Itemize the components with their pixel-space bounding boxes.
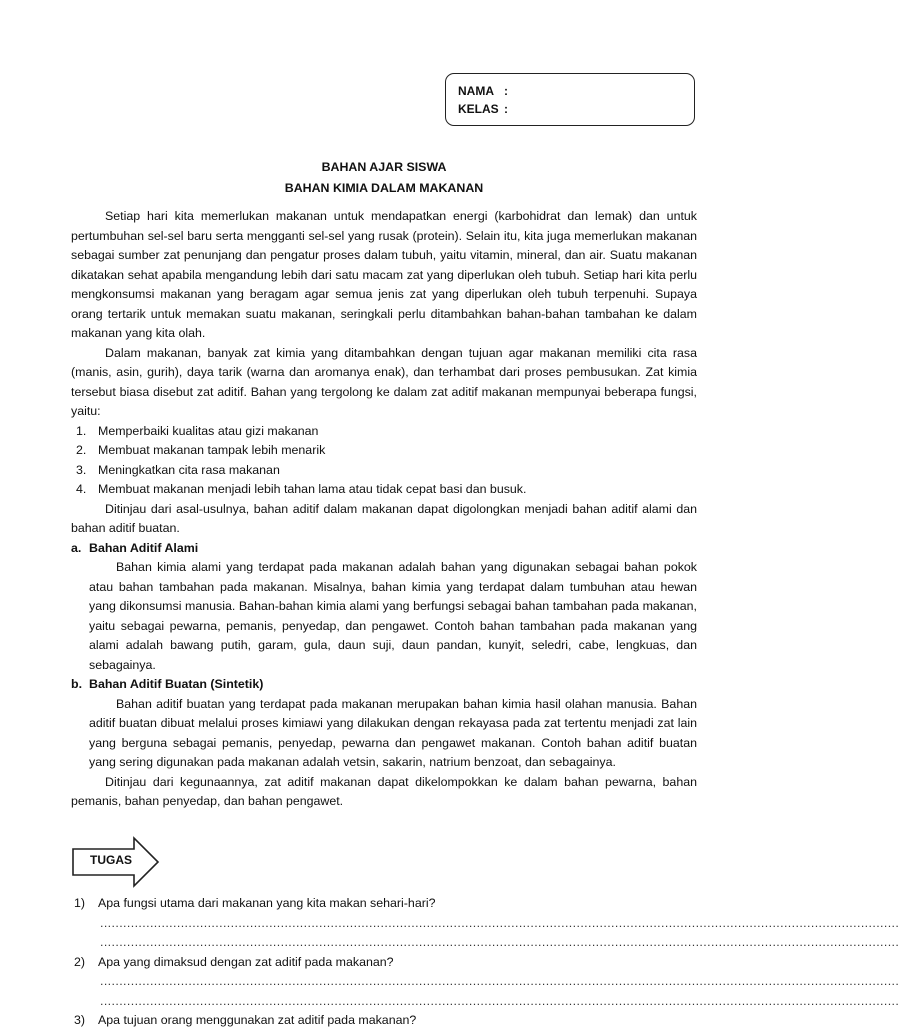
section-a-text: Bahan kimia alami yang terdapat pada makanan adalah bahan yang digunakan sebagai bahan pokok atau bahan tambahan pada makanan. Misalnya, bahan kimia yang terdapat dalam tumbuhan atau hewan yang dikonsumsi manusia. Bahan-bahan kimia alami yang berfungsi sebagai bahan tambahan pada makanan, yaitu sebagai pewarna, pemanis, penyedap, dan pengawet. Contoh bahan tambahan pada makanan yang alami adalah bawang putih, garam, gula, daun suji, daun pandan, kunyit, seledri, cabe, lengkuas, dan sebagainya. xyxy=(89,560,697,672)
usage-paragraph: Ditinjau dari kegunaannya, zat aditif makanan dapat dikelompokkan ke dalam bahan pewarna, bahan pemanis, bahan penyedap, dan bahan pengawet. xyxy=(71,774,697,808)
section-b-body xyxy=(71,695,697,773)
function-number: 2. xyxy=(76,443,87,457)
name-colon: : xyxy=(504,84,508,98)
additive-paragraph: Dalam makanan, banyak zat kimia yang ditambahkan dengan tujuan agar makanan memiliki cita rasa (manis, asin, gurih), daya tarik (warna dan aromanya enak), dan terhambat dari proses pembusukan. Zat kimia tersebut biasa disebut zat aditif. Bahan yang tergolong ke dalam zat aditif makanan mempunyai beberapa fungsi, yaitu: xyxy=(71,345,697,418)
question-text: Apa fungsi utama dari makanan yang kita makan sehari-hari? xyxy=(98,896,436,910)
class-row xyxy=(458,100,694,118)
question-list xyxy=(74,894,899,1031)
question-number: 1) xyxy=(74,896,86,910)
question-number: 3) xyxy=(74,1013,86,1027)
question-text: Apa tujuan orang menggunakan zat aditif pada makanan? xyxy=(98,1013,417,1027)
question-text: Apa yang dimaksud dengan zat aditif pada makanan? xyxy=(98,954,394,969)
tugas-label: TUGAS xyxy=(90,853,132,867)
answer-line[interactable]: ................................................................................................................................................................................................................ xyxy=(100,993,899,1008)
function-text: Memperbaiki kualitas atau gizi makanan xyxy=(98,423,319,438)
function-number: 4. xyxy=(76,482,87,496)
section-b-heading xyxy=(71,675,697,695)
student-id-box xyxy=(445,73,695,126)
question-item xyxy=(74,953,686,973)
tugas-arrow-label xyxy=(72,836,160,888)
document-title: BAHAN AJAR SISWA xyxy=(321,160,447,174)
class-colon: : xyxy=(504,102,508,116)
function-text: Membuat makanan menjadi lebih tahan lama atau tidak cepat basi dan busuk. xyxy=(98,482,527,496)
section-a-body xyxy=(71,558,697,675)
document-header xyxy=(0,157,768,199)
section-b-title: Bahan Aditif Buatan (Sintetik) xyxy=(89,677,264,691)
function-number: 1. xyxy=(76,423,87,438)
section-b-text: Bahan aditif buatan yang terdapat pada makanan merupakan bahan kimia hasil olahan manusia. Bahan aditif buatan dibuat melalui proses kimiawi yang dilakukan dengan rekayasa pada zat tertentu menjadi zat lain yang berguna sebagai pemanis, penyedap, pewarna dan pengawet makanan. Contoh bahan aditif buatan yang sering digunakan pada makanan adalah vetsin, sakarin, natrium benzoat, dan sebagainya. xyxy=(89,696,697,769)
section-a-heading xyxy=(71,539,697,559)
class-label: KELAS xyxy=(458,102,499,116)
function-list xyxy=(71,422,697,500)
answer-line[interactable]: ................................................................................................................................................................................................................ xyxy=(100,935,899,949)
function-text: Membuat makanan tampak lebih menarik xyxy=(98,443,326,457)
function-item xyxy=(71,480,697,500)
section-b-letter: b. xyxy=(71,677,83,691)
origin-paragraph: Ditinjau dari asal-usulnya, bahan aditif dalam makanan dapat digolongkan menjadi bahan aditif alami dan bahan aditif buatan. xyxy=(71,501,697,535)
intro-paragraph: Setiap hari kita memerlukan makanan untuk mendapatkan energi (karbohidrat dan lemak) dan untuk pertumbuhan sel-sel baru serta mengganti sel-sel yang rusak (protein). Selain itu, kita juga memerlukan makanan sebagai sumber zat penunjang dan pengatur proses dalam tubuh, yaitu vitamin, mineral, dan air. Suatu makanan dikatakan sehat apabila mengandung lebih dari satu macam zat yang diperlukan oleh tubuh. Setiap hari kita perlu mengkonsumsi makanan yang beragam agar semua jenis zat yang diperlukan oleh tubuh terpenuhi. Supaya orang tertarik untuk memakan suatu makanan, seringkali perlu ditambahkan bahan-bahan tambahan ke dalam makanan yang kita olah. xyxy=(71,209,697,340)
function-item xyxy=(71,422,697,442)
section-a-letter: a. xyxy=(71,540,82,555)
name-row xyxy=(458,82,694,100)
question-number: 2) xyxy=(74,954,86,969)
document-body xyxy=(71,207,697,812)
function-item xyxy=(71,441,697,461)
section-a-title: Bahan Aditif Alami xyxy=(89,540,199,555)
name-label: NAMA xyxy=(458,84,494,98)
answer-line[interactable]: ................................................................................................................................................................................................................ xyxy=(100,974,899,988)
function-item xyxy=(71,461,697,481)
question-item xyxy=(74,1011,686,1031)
document-subtitle: BAHAN KIMIA DALAM MAKANAN xyxy=(284,181,484,195)
answer-line[interactable]: ................................................................................................................................................................................................................ xyxy=(100,915,899,930)
function-number: 3. xyxy=(76,462,87,477)
question-item xyxy=(74,894,686,914)
function-text: Meningkatkan cita rasa makanan xyxy=(98,462,280,477)
